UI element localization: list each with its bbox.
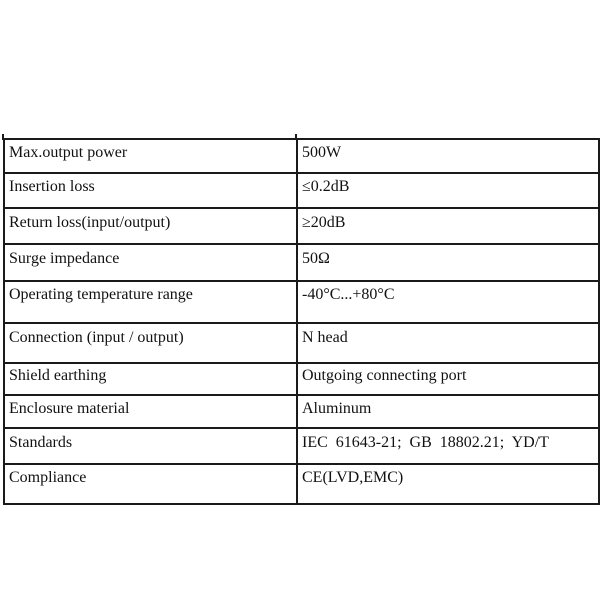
spec-label: Insertion loss	[4, 173, 297, 208]
spec-label: Max.output power	[4, 139, 297, 173]
table-row	[4, 464, 599, 504]
spec-value: 50Ω	[297, 244, 599, 281]
table-row	[4, 323, 599, 363]
spec-value: CE(LVD,EMC)	[297, 464, 599, 504]
spec-label: Connection (input / output)	[4, 323, 297, 363]
spec-value: N head	[297, 323, 599, 363]
table-row	[4, 139, 599, 173]
spec-label: Operating temperature range	[4, 281, 297, 323]
table-row	[4, 244, 599, 281]
spec-value: Outgoing connecting port	[297, 363, 599, 395]
spec-value: ≥20dB	[297, 208, 599, 244]
spec-value: -40°C...+80°C	[297, 281, 599, 323]
spec-value: 500W	[297, 139, 599, 173]
spec-label: Standards	[4, 428, 297, 464]
specification-table	[3, 138, 600, 505]
spec-value: ≤0.2dB	[297, 173, 599, 208]
spec-value: Aluminum	[297, 395, 599, 428]
table-row	[4, 395, 599, 428]
spec-label: Enclosure material	[4, 395, 297, 428]
spec-label: Shield earthing	[4, 363, 297, 395]
table-row	[4, 363, 599, 395]
spec-value: IEC 61643-21; GB 18802.21; YD/T	[297, 428, 599, 464]
table-row	[4, 208, 599, 244]
spec-label: Return loss(input/output)	[4, 208, 297, 244]
spec-label: Compliance	[4, 464, 297, 504]
table-row	[4, 281, 599, 323]
spec-label: Surge impedance	[4, 244, 297, 281]
table-row	[4, 173, 599, 208]
table-row	[4, 428, 599, 464]
